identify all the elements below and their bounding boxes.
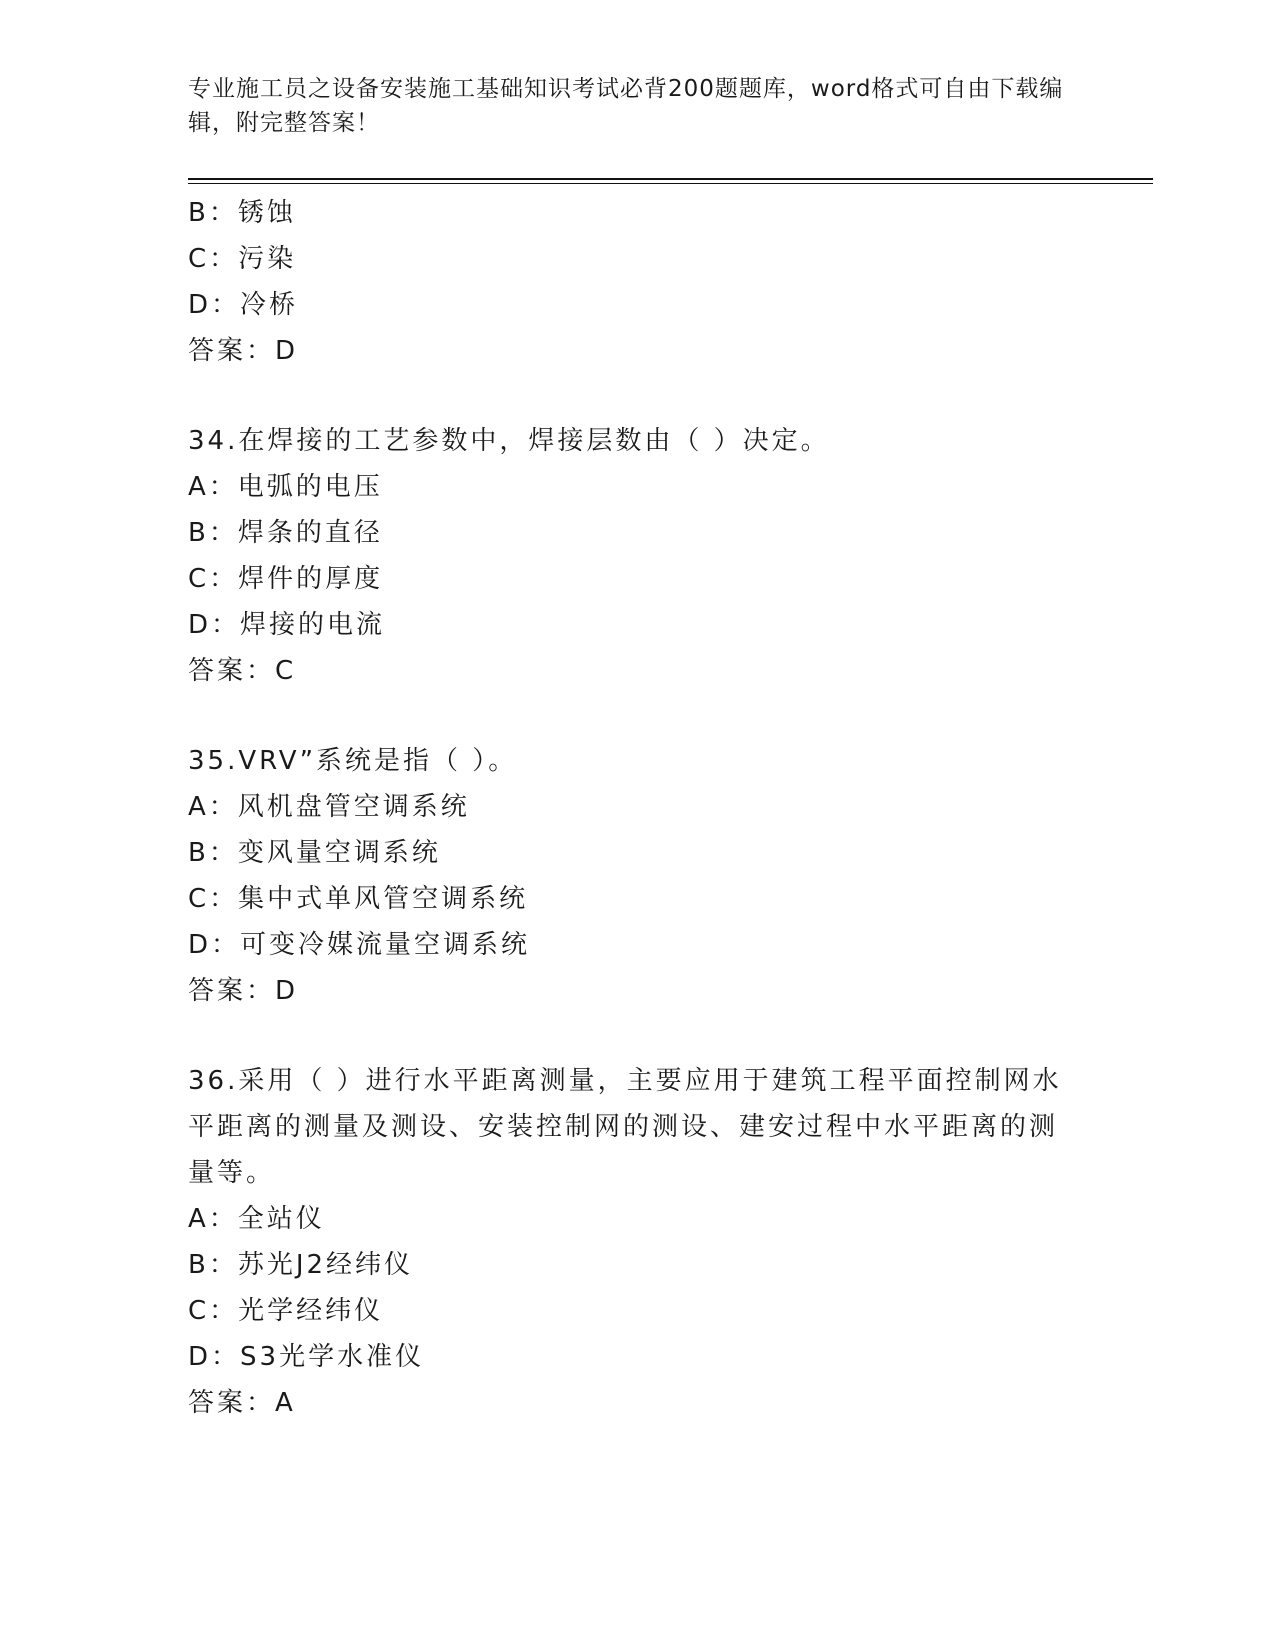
document-header: 专业施工员之设备安装施工基础知识考试必背200题题库，word格式可自由下载编辑，附完整答案！: [188, 76, 1064, 136]
answer-line: 答案：D: [188, 976, 299, 1006]
header-rule-thin: [188, 183, 1153, 184]
question-text: 34.在焊接的工艺参数中，焊接层数由（ ）决定。: [188, 426, 830, 456]
option-c: C：光学经纬仪: [188, 1296, 384, 1326]
option-b: B：焊条的直径: [188, 518, 383, 548]
option-c: C：污染: [188, 244, 297, 274]
question-block-36: [188, 1058, 1068, 1426]
option-b: B：锈蚀: [188, 198, 296, 228]
header-rule: [188, 178, 1153, 180]
option-d: D：可变冷媒流量空调系统: [188, 930, 531, 960]
question-text: 36.采用（ ）进行水平距离测量，主要应用于建筑工程平面控制网水平距离的测量及测设、安装控制网的测设、建安过程中水平距离的测量等。: [188, 1066, 1062, 1188]
question-block-prev: [188, 190, 1068, 374]
option-b: B：变风量空调系统: [188, 838, 441, 868]
option-c: C：集中式单风管空调系统: [188, 884, 529, 914]
question-block-35: [188, 738, 1068, 1014]
option-d: D：冷桥: [188, 290, 299, 320]
option-a: A：全站仪: [188, 1204, 325, 1234]
option-d: D：焊接的电流: [188, 610, 386, 640]
answer-line: 答案：A: [188, 1388, 296, 1418]
option-a: A：电弧的电压: [188, 472, 383, 502]
option-b: B：苏光J2经纬仪: [188, 1250, 414, 1280]
option-c: C：焊件的厚度: [188, 564, 384, 594]
option-a: A：风机盘管空调系统: [188, 792, 470, 822]
question-text: 35.VRV”系统是指（ ）。: [188, 746, 518, 776]
answer-line: 答案：D: [188, 336, 299, 366]
question-block-34: [188, 418, 1068, 694]
question-list: [188, 190, 1068, 1426]
answer-line: 答案：C: [188, 656, 297, 686]
option-d: D：S3光学水准仪: [188, 1342, 425, 1372]
